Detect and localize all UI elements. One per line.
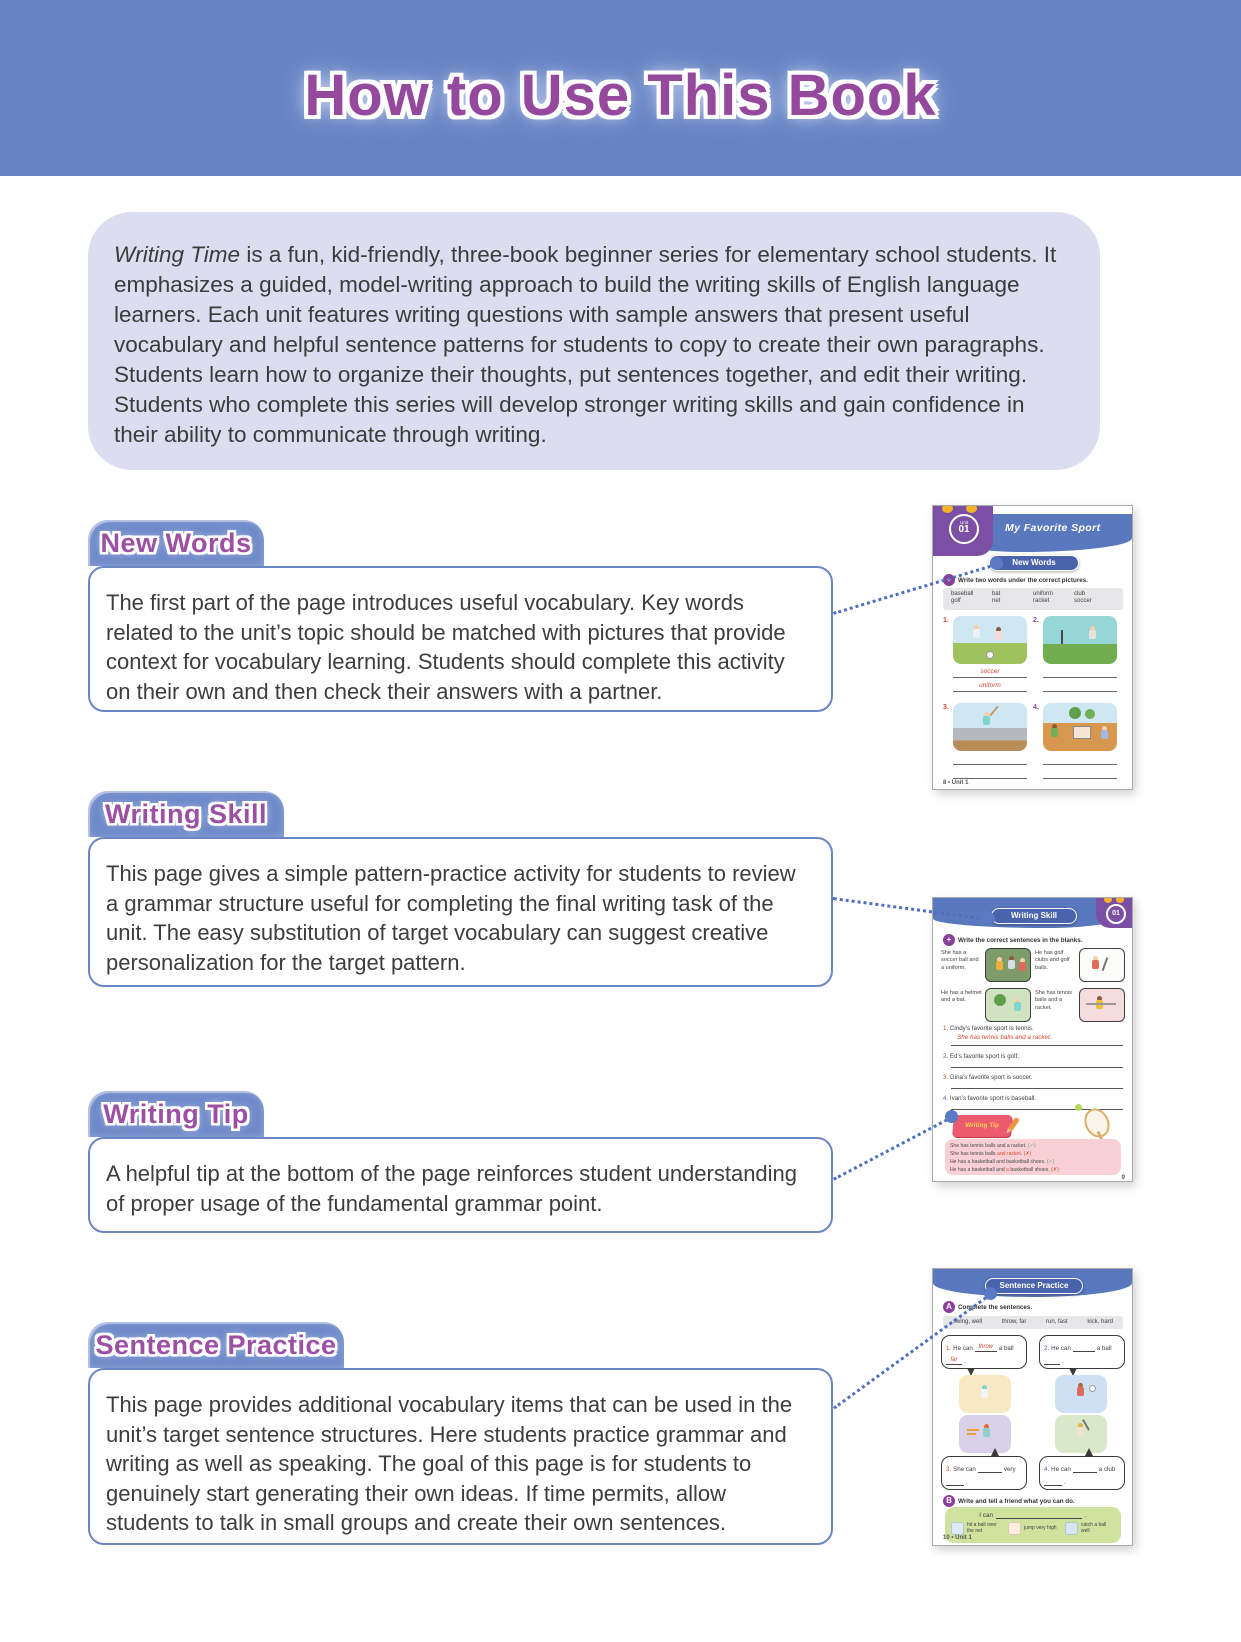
tree-icon bbox=[994, 994, 1006, 1006]
item-number: 2. bbox=[943, 1053, 949, 1060]
clock-bell-icon bbox=[942, 505, 953, 513]
item-text: Gina’s favorite sport is soccer. bbox=[949, 1074, 1033, 1081]
scene-figure bbox=[983, 1424, 990, 1437]
helmet-bat-picture bbox=[985, 988, 1031, 1022]
bubble-tail bbox=[1085, 1448, 1093, 1456]
thumbnail-sentence-practice-page bbox=[932, 1268, 1133, 1546]
answer-line-blank bbox=[953, 767, 1027, 779]
item-number: 4. bbox=[943, 1095, 949, 1102]
tab-sentence-practice-label: Sentence Practice bbox=[95, 1329, 337, 1360]
scene-figure bbox=[1092, 956, 1099, 969]
item-number: 4. bbox=[1033, 704, 1039, 711]
thumb3-part-a-row bbox=[943, 1301, 1032, 1313]
tip-line: He has a basketball and basketball shoes. (✓) bbox=[950, 1159, 1055, 1165]
item-number: 3. bbox=[943, 1074, 949, 1081]
soccer-ball-icon bbox=[986, 651, 994, 659]
thumb3-part-b-row bbox=[943, 1495, 1075, 1507]
i-can-label: I can bbox=[979, 1512, 993, 1519]
tree-icon bbox=[1069, 707, 1081, 719]
section-writing-skill bbox=[88, 791, 833, 987]
golf-girl-picture bbox=[1079, 948, 1125, 982]
writing-tip-ribbon: Writing Tip bbox=[952, 1115, 1012, 1137]
exercise-item bbox=[943, 1053, 1019, 1060]
writing-tip-note bbox=[945, 1139, 1121, 1175]
tip-line: She has tennis balls and racket. (✗) bbox=[950, 1151, 1032, 1157]
unit-number: 01 bbox=[1112, 910, 1120, 917]
answer-line: soccer bbox=[953, 666, 1027, 678]
i-can-line bbox=[951, 1510, 1115, 1519]
writing-skill-body: This page gives a simple pattern-practice activity for students to review a grammar structure useful for completing the final writing task of the unit. The easy substitution of target vocabulary can suggest creative personalization for the target pattern. bbox=[106, 861, 796, 975]
item-number: 1. bbox=[943, 1025, 949, 1032]
baseball-picture bbox=[953, 703, 1027, 751]
connector-dot-sentence-practice bbox=[984, 1287, 997, 1300]
sentence-part: very bbox=[1003, 1465, 1016, 1473]
answer-line-blank bbox=[951, 1045, 1123, 1046]
golf-flag-icon bbox=[1061, 630, 1063, 644]
answer-line-blank bbox=[953, 753, 1027, 765]
fill-blank bbox=[946, 1477, 964, 1486]
item-text: Cindy’s favorite sport is tennis. bbox=[949, 1025, 1034, 1032]
scene-figure bbox=[1101, 726, 1108, 739]
thumb1-word-bank bbox=[943, 588, 1123, 610]
thumb3-a-instruction: Complete the sentences. bbox=[958, 1303, 1033, 1311]
section-writing-tip bbox=[88, 1091, 833, 1233]
bank-phrase: kick, hard bbox=[1087, 1319, 1113, 1325]
tennis-picture bbox=[1043, 703, 1117, 751]
top-banner bbox=[0, 0, 1241, 176]
section-new-words bbox=[88, 520, 833, 712]
bank-word: club bbox=[1074, 591, 1086, 597]
page-footer: 10 • Unit 1 bbox=[943, 1535, 972, 1541]
scene-figure bbox=[981, 1385, 988, 1398]
golf-picture bbox=[1043, 616, 1117, 664]
scene-figure bbox=[1008, 956, 1015, 969]
unit-badge bbox=[1106, 904, 1126, 924]
scene-figure bbox=[973, 625, 980, 638]
item-text: Ed’s favorite sport is golf. bbox=[949, 1053, 1019, 1060]
can-do-options bbox=[951, 1522, 1115, 1535]
writing-tip-box bbox=[88, 1137, 833, 1233]
thumb2-writing-skill-pill: Writing Skill bbox=[991, 908, 1077, 924]
exercise-item bbox=[943, 1025, 1034, 1032]
fill-blank bbox=[996, 1510, 1082, 1519]
bank-word: bat bbox=[992, 591, 1001, 597]
thumbnail-new-words-page bbox=[932, 505, 1133, 790]
sentence-part: He can bbox=[1051, 1465, 1071, 1473]
can-do-option bbox=[1008, 1522, 1058, 1535]
picture-caption: She has tennis balls and a racket. bbox=[1035, 990, 1073, 1011]
thumb1-new-words-pill: New Words bbox=[989, 555, 1079, 571]
sentence-part: a club bbox=[1098, 1465, 1116, 1473]
item-text: Ivan’s favorite sport is baseball. bbox=[949, 1095, 1037, 1102]
scene-figure bbox=[1019, 958, 1026, 971]
tab-writing-skill-label: Writing Skill bbox=[104, 798, 267, 829]
tab-sentence-practice bbox=[88, 1322, 344, 1368]
sentence-practice-box bbox=[88, 1368, 833, 1545]
item-number: 2. bbox=[1033, 617, 1039, 624]
item-number: 4. bbox=[1044, 1465, 1050, 1473]
tip-line: She has tennis balls and a racket. (✓) bbox=[950, 1143, 1036, 1149]
thumb1-unit-title: My Favorite Sport bbox=[1005, 522, 1101, 534]
tab-writing-tip-label: Writing Tip bbox=[103, 1098, 249, 1129]
fill-blank bbox=[1044, 1477, 1062, 1486]
clock-bell-icon bbox=[1104, 897, 1112, 903]
exercise-item bbox=[943, 1074, 1032, 1081]
item-number: 1. bbox=[946, 1344, 952, 1352]
bubble-tail bbox=[991, 1448, 999, 1456]
bank-word: net bbox=[992, 598, 1001, 604]
tennis-ball-icon bbox=[1075, 1104, 1082, 1111]
fill-blank bbox=[1073, 1464, 1097, 1473]
speed-line bbox=[967, 1433, 976, 1435]
option-caption: hit a ball over the net bbox=[967, 1521, 997, 1534]
answer-line-blank bbox=[1043, 680, 1117, 692]
connector-dot-writing-skill bbox=[982, 912, 995, 925]
soccer-kids-picture bbox=[985, 948, 1031, 982]
picture-caption: She has a soccer ball and a uniform. bbox=[941, 950, 979, 971]
can-do-option bbox=[951, 1522, 1001, 1535]
sentence-part: . bbox=[1064, 1479, 1066, 1486]
option-caption: catch a ball well bbox=[1081, 1521, 1107, 1534]
run-fast-picture bbox=[959, 1415, 1011, 1453]
new-words-body: The first part of the page introduces useful vocabulary. Key words related to the unit’s topic should be matched with pictures that provide context for vocabulary learning. Students should complete this activity on their own and then check their answers with a partner. bbox=[106, 590, 786, 704]
scene-figure bbox=[1014, 998, 1021, 1011]
tree-icon bbox=[1085, 709, 1095, 719]
scene-figure bbox=[996, 957, 1003, 970]
golf-club-icon bbox=[1102, 957, 1108, 971]
speed-line bbox=[967, 1429, 979, 1431]
bank-word: baseball bbox=[951, 591, 974, 597]
racket-icon bbox=[1086, 1003, 1116, 1005]
soccer-ball-icon bbox=[1089, 1385, 1096, 1392]
page-title: How to Use This Book bbox=[304, 63, 937, 128]
answer-line-blank bbox=[1043, 753, 1117, 765]
intro-series-name: Writing Time bbox=[114, 242, 241, 267]
bank-word: golf bbox=[951, 598, 961, 604]
thumb3-b-instruction: Write and tell a friend what you can do. bbox=[958, 1497, 1075, 1505]
kick-ball-picture bbox=[1055, 1375, 1107, 1413]
part-a-badge: A bbox=[943, 1301, 955, 1313]
fill-blank bbox=[1044, 1356, 1060, 1365]
can-do-option bbox=[1065, 1522, 1115, 1535]
connector-dot-writing-tip bbox=[945, 1110, 958, 1123]
section-sentence-practice bbox=[88, 1322, 833, 1545]
scene-figure bbox=[1051, 724, 1058, 737]
thumb1-instruction: Write two words under the correct pictures. bbox=[958, 576, 1089, 584]
intro-paragraph bbox=[114, 240, 1066, 450]
scene-figure bbox=[1077, 1383, 1084, 1396]
activity-star-icon: + bbox=[943, 574, 955, 586]
answer-line: uniform bbox=[953, 680, 1027, 692]
intro-box bbox=[88, 212, 1100, 470]
answer-line-blank bbox=[951, 1088, 1123, 1089]
thumb2-instruction-row bbox=[943, 934, 1082, 946]
item-number: 2. bbox=[1044, 1344, 1050, 1352]
item-number: 3. bbox=[946, 1465, 952, 1473]
bank-phrase: swing, well bbox=[953, 1319, 983, 1325]
answer-line-blank bbox=[1043, 666, 1117, 678]
writing-skill-box bbox=[88, 837, 833, 987]
exercise-item bbox=[943, 1095, 1036, 1102]
clock-bell-icon bbox=[966, 505, 977, 513]
bank-word: racket bbox=[1033, 598, 1050, 604]
tab-writing-skill bbox=[88, 791, 284, 837]
unit-badge bbox=[949, 514, 979, 544]
catch-ball-icon bbox=[1065, 1522, 1078, 1535]
picture-caption: He has a helmet and a bat. bbox=[941, 990, 982, 1004]
sentence-part: . bbox=[964, 1358, 966, 1365]
tab-new-words bbox=[88, 520, 264, 566]
picture-caption: He has golf clubs and golf balls. bbox=[1035, 950, 1070, 971]
bank-word: uniform bbox=[1033, 591, 1054, 597]
soccer-picture bbox=[953, 616, 1027, 664]
bank-word: soccer bbox=[1074, 598, 1092, 604]
period: . bbox=[1084, 1512, 1087, 1519]
written-answer: She has tennis balls and a racket. bbox=[957, 1034, 1052, 1041]
activity-plus-icon: + bbox=[943, 934, 955, 946]
baseball-bat-icon bbox=[989, 706, 998, 716]
tip-line: He has a basketball and a basketball shoes. (✗) bbox=[950, 1167, 1059, 1173]
speech-bubble bbox=[1039, 1335, 1125, 1369]
connector-dot-new-words bbox=[990, 557, 1003, 570]
answer-line-blank bbox=[951, 1067, 1123, 1068]
tab-new-words-label: New Words bbox=[100, 527, 252, 558]
page-footer: 8 • Unit 1 bbox=[943, 780, 969, 786]
speech-bubble bbox=[941, 1456, 1027, 1490]
throw-ball-picture bbox=[959, 1375, 1011, 1413]
thumb1-instruction-row bbox=[943, 574, 1088, 586]
fill-blank bbox=[1073, 1343, 1095, 1352]
unit-label: Unit bbox=[959, 520, 968, 525]
speech-bubble bbox=[941, 1335, 1027, 1369]
bank-phrase: throw, far bbox=[1001, 1319, 1027, 1325]
fill-blank: far bbox=[946, 1356, 962, 1365]
speech-bubble bbox=[1039, 1456, 1125, 1490]
option-caption: jump very high bbox=[1024, 1524, 1057, 1531]
thumb3-word-bank bbox=[943, 1316, 1123, 1329]
sentence-practice-body: This page provides additional vocabulary items that can be used in the unit’s target sentence structures. Here students practice grammar and writing as well as speaking. The goal of this page is for students to genuinely start generating their own ideas. If time permits, allow students to talk in small groups and create their own sentences. bbox=[106, 1392, 793, 1535]
alarm-clock-icon bbox=[1096, 898, 1132, 928]
unit-number: 01 bbox=[958, 524, 970, 535]
jump-high-icon bbox=[1008, 1522, 1021, 1535]
intro-text: is a fun, kid-friendly, three-book beginner series for elementary school students. It emphasizes a guided, model-writing approach to build the writing skills of English language learners. Each unit features writing questions with sample answers that present useful vocabulary and helpful sentence patterns for students to copy to create their own paragraphs. Students learn how to organize their thoughts, put sentences together, and edit their writing. Students who complete this series will develop stronger writing skills and gain confidence in their ability to communicate through writing. bbox=[114, 242, 1057, 447]
clock-bell-icon bbox=[1116, 897, 1124, 903]
sentence-part: He can bbox=[953, 1344, 973, 1352]
bank-phrase: run, fast bbox=[1045, 1319, 1068, 1325]
thumb2-instruction: Write the correct sentences in the blanks. bbox=[958, 936, 1083, 944]
answer-line-blank bbox=[1043, 767, 1117, 779]
fill-blank bbox=[978, 1464, 1002, 1473]
scene-figure bbox=[1089, 626, 1096, 639]
item-number: 3. bbox=[943, 704, 949, 711]
sentence-part: . bbox=[966, 1479, 968, 1486]
hit-ball-icon bbox=[951, 1522, 964, 1535]
scene-figure bbox=[1077, 1423, 1084, 1436]
sentence-part: He can bbox=[1051, 1344, 1071, 1352]
sentence-part: . bbox=[1062, 1358, 1064, 1365]
tab-writing-tip bbox=[88, 1091, 264, 1137]
sentence-part: She can bbox=[953, 1465, 976, 1473]
thumb3-sentence-practice-pill: Sentence Practice bbox=[985, 1278, 1083, 1294]
swing-club-picture bbox=[1055, 1415, 1107, 1453]
sentence-part: a ball bbox=[998, 1344, 1014, 1352]
item-number: 1. bbox=[943, 617, 949, 624]
alarm-clock-icon bbox=[933, 506, 993, 556]
page-number: 9 bbox=[1121, 1175, 1125, 1181]
new-words-box bbox=[88, 566, 833, 712]
scene-figure bbox=[995, 627, 1002, 640]
sentence-part: a ball bbox=[1096, 1344, 1112, 1352]
tennis-net-icon bbox=[1073, 726, 1091, 739]
thumbnail-writing-skill-page bbox=[932, 897, 1133, 1182]
fill-blank: throw bbox=[975, 1343, 997, 1352]
writing-tip-body: A helpful tip at the bottom of the page reinforces student understanding of proper usage of the fundamental grammar point. bbox=[106, 1161, 798, 1216]
part-b-badge: B bbox=[943, 1495, 955, 1507]
tennis-girl-picture bbox=[1079, 988, 1125, 1022]
